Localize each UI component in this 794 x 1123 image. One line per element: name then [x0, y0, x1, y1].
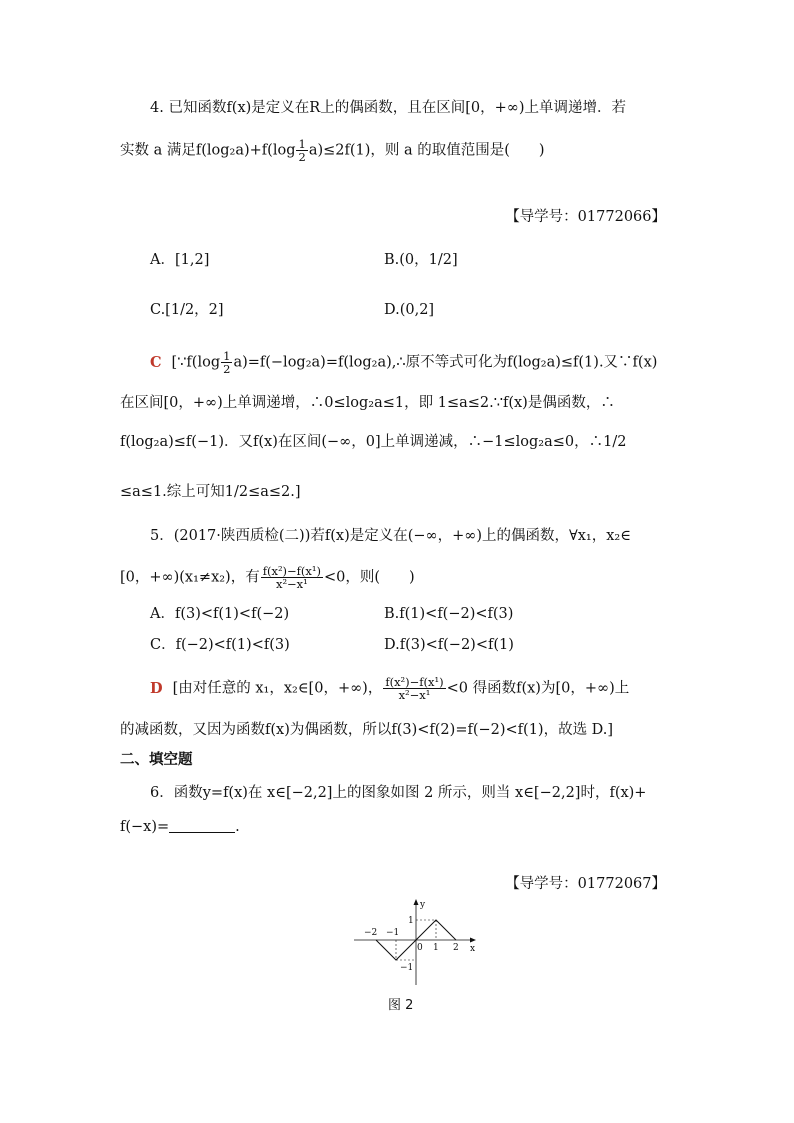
function-graph-figure	[350, 895, 480, 990]
q5-answer-letter: D	[150, 679, 163, 697]
q4-option-d: D.(0,2]	[384, 302, 435, 318]
q4-line2	[120, 138, 545, 163]
section-heading: 二、填空题	[120, 752, 193, 768]
q4-explanation-line4: ≤a≤1.综上可知1/2≤a≤2.]	[120, 484, 301, 500]
figure-caption: 图 2	[388, 998, 414, 1013]
q5-option-b: B.f(1)<f(−2)<f(3)	[384, 606, 514, 622]
q4-line2-post: a)≤2f(1)，则 a 的取值范围是( )	[308, 142, 545, 159]
q4-explanation-line3: f(log₂a)≤f(−1)．又f(x)在区间(−∞，0]上单调递减，∴−1≤log₂a≤0，∴1/2	[120, 434, 627, 450]
q5-option-d: D.f(3)<f(−2)<f(1)	[384, 637, 514, 653]
label-yneg1: −1	[400, 963, 414, 973]
q4-option-a: A．[1,2]	[150, 252, 210, 268]
label-y: y	[420, 900, 426, 910]
q4-explanation-line1: C [∵f(log $\frac{1}{2}$ a)=f(−log₂a)=f(log₂a),∴原不等式可化为f(log₂a)≤f(1).又∵f(x)	[150, 349, 658, 376]
q5-exp-fraction: $\frac{\text{f(x²)−f(x¹)}}{\text{x²−x¹}}$	[385, 675, 444, 702]
q5-explanation-line2: 的减函数，又因为函数f(x)为偶函数，所以f(3)<f(2)=f(−2)<f(1)，故选 D.]	[120, 722, 614, 738]
label-x1: 1	[433, 943, 439, 953]
label-x: x	[470, 944, 476, 954]
label-origin: 0	[417, 943, 423, 953]
q4-exp-fraction: $\frac{1}{2}$	[223, 349, 231, 376]
q5-line1: 5．(2017·陕西质检(二))若f(x)是定义在(−∞，+∞)上的偶函数，∀x₁，x₂∈	[150, 528, 631, 544]
q6-line2: f(−x)= .	[120, 819, 240, 835]
q6-line1: 6．函数y=f(x)在 x∈[−2,2]上的图象如图 2 所示，则当 x∈[−2,2]时，f(x)+	[150, 785, 647, 801]
q5-line2: [0，+∞)(x₁≠x₂)，有 $\frac{\text{f(x²)−f(x¹)}}{\text{x²−x¹}}$ <0，则( )	[120, 564, 415, 591]
answer-blank	[169, 818, 235, 833]
label-x2: 2	[453, 943, 459, 953]
q5-option-c: C．f(−2)<f(1)<f(3)	[150, 637, 290, 653]
q4-answer-letter: C	[150, 353, 162, 371]
q4-line2-pre: 实数 a 满足f(log₂a)+f(log	[120, 142, 296, 159]
q4-reference-number: 【导学号：01772066】	[505, 209, 666, 225]
label-neg2: −2	[364, 928, 378, 938]
x-axis-arrow	[470, 938, 476, 943]
q5-fraction: $\frac{\text{f(x²)−f(x¹)}}{\text{x²−x¹}}$	[262, 564, 322, 591]
q4-option-c: C.[1/2，2]	[150, 302, 224, 318]
q4-fraction: $\frac{1}{2}$	[298, 137, 306, 164]
q5-explanation-line1: D [由对任意的 x₁，x₂∈[0，+∞)， $\frac{\text{f(x²)−f(x¹)}}{\text{x²−x¹}}$ <0 得函数f(x)为[0，+∞)上	[150, 675, 630, 702]
q4-line1: 4. 已知函数f(x)是定义在R上的偶函数，且在区间[0，+∞)上单调递增．若	[150, 100, 626, 116]
label-y1: 1	[408, 916, 414, 926]
q6-reference-number: 【导学号：01772067】	[505, 876, 666, 892]
q4-option-b: B.(0，1/2]	[384, 252, 458, 268]
q5-option-a: A．f(3)<f(1)<f(−2)	[150, 606, 290, 622]
label-neg1: −1	[386, 928, 400, 938]
q4-explanation-line2: 在区间[0，+∞)上单调递增，∴0≤log₂a≤1，即 1≤a≤2.∵f(x)是偶函数，∴	[120, 395, 615, 411]
y-axis-arrow	[414, 899, 419, 905]
